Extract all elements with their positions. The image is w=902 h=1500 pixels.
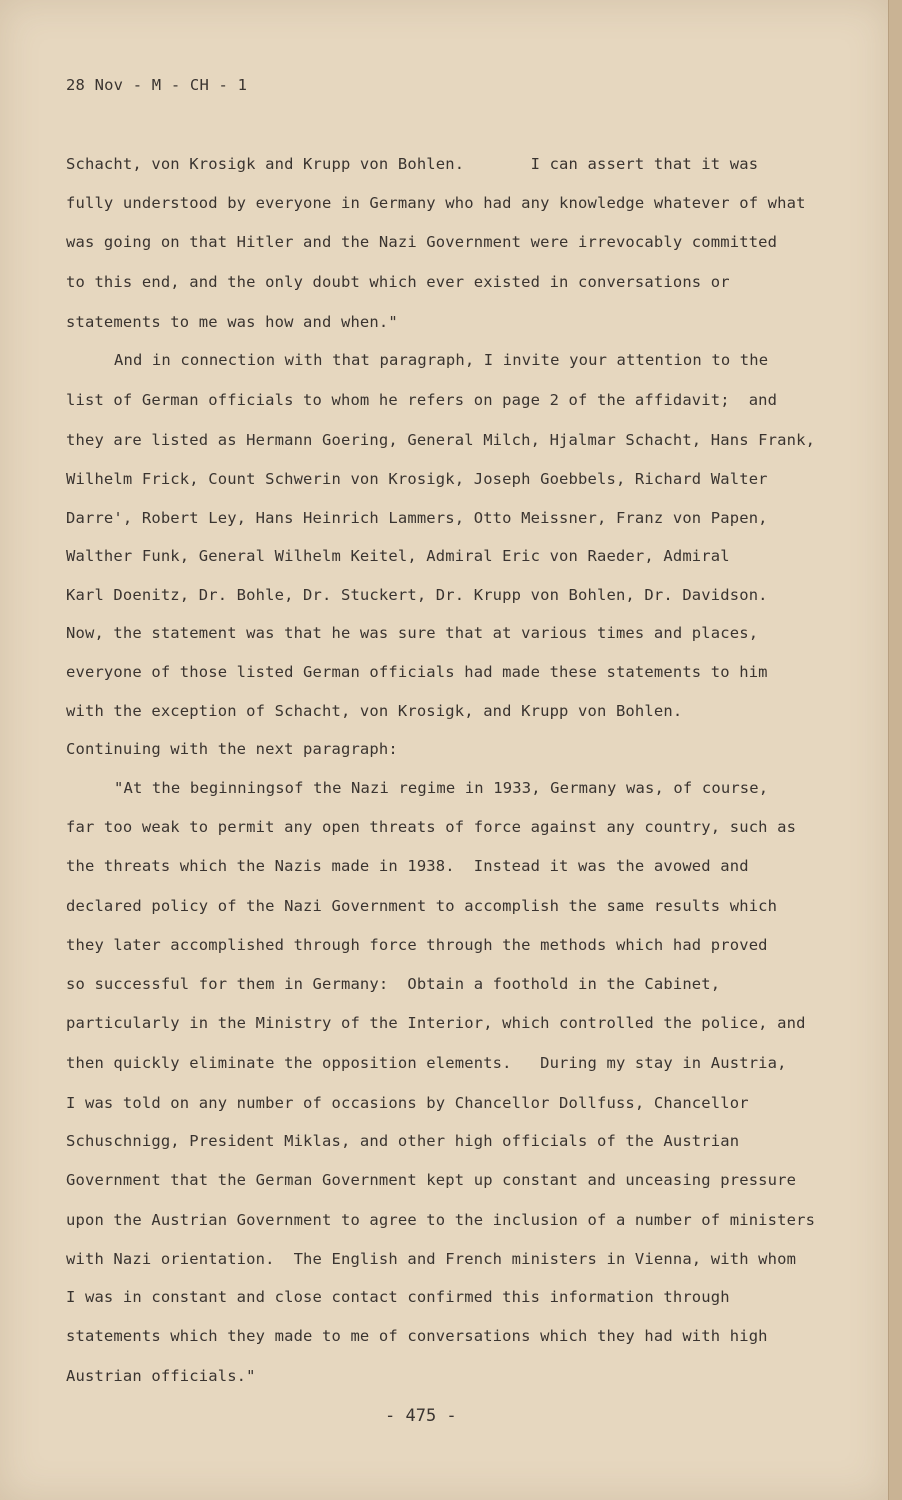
text-line: they later accomplished through force through the methods which had proved bbox=[66, 936, 768, 954]
text-line: "At the beginningsof the Nazi regime in 1933, Germany was, of course, bbox=[114, 779, 769, 797]
text-line: I was told on any number of occasions by Chancellor Dollfuss, Chancellor bbox=[66, 1094, 749, 1112]
text-line: Darre', Robert Ley, Hans Heinrich Lammers, Otto Meissner, Franz von Papen, bbox=[66, 509, 768, 527]
text-line: to this end, and the only doubt which ever existed in conversations or bbox=[66, 273, 730, 291]
text-line: with Nazi orientation. The English and French ministers in Vienna, with whom bbox=[66, 1250, 797, 1268]
text-line: Government that the German Government kept up constant and unceasing pressure bbox=[66, 1171, 797, 1189]
text-line: was going on that Hitler and the Nazi Government were irrevocably committed bbox=[66, 233, 778, 251]
text-line: with the exception of Schacht, von Krosigk, and Krupp von Bohlen. bbox=[66, 702, 683, 720]
text-line: statements which they made to me of conversations which they had with high bbox=[66, 1327, 768, 1345]
text-line: then quickly eliminate the opposition elements. During my stay in Austria, bbox=[66, 1054, 787, 1072]
text-line: list of German officials to whom he refers on page 2 of the affidavit; and bbox=[66, 391, 778, 409]
page-number: - 475 - bbox=[385, 1406, 457, 1426]
text-line: particularly in the Ministry of the Interior, which controlled the police, and bbox=[66, 1014, 806, 1032]
text-line: Karl Doenitz, Dr. Bohle, Dr. Stuckert, Dr. Krupp von Bohlen, Dr. Davidson. bbox=[66, 586, 768, 604]
text-line: upon the Austrian Government to agree to the inclusion of a number of ministers bbox=[66, 1211, 816, 1229]
page-header: 28 Nov - M - CH - 1 bbox=[66, 76, 248, 94]
text-line: so successful for them in Germany: Obtain a foothold in the Cabinet, bbox=[66, 975, 721, 993]
text-line: fully understood by everyone in Germany who had any knowledge whatever of what bbox=[66, 194, 806, 212]
text-line: the threats which the Nazis made in 1938. Instead it was the avowed and bbox=[66, 857, 749, 875]
text-line: I was in constant and close contact confirmed this information through bbox=[66, 1288, 730, 1306]
text-line: declared policy of the Nazi Government to accomplish the same results which bbox=[66, 897, 778, 915]
text-line: Continuing with the next paragraph: bbox=[66, 740, 398, 758]
text-line: And in connection with that paragraph, I invite your attention to the bbox=[114, 351, 769, 369]
text-line: they are listed as Hermann Goering, General Milch, Hjalmar Schacht, Hans Frank, bbox=[66, 431, 816, 449]
text-line: Austrian officials." bbox=[66, 1367, 256, 1385]
text-line: statements to me was how and when." bbox=[66, 313, 398, 331]
text-line: Schacht, von Krosigk and Krupp von Bohlen. I can assert that it was bbox=[66, 155, 759, 173]
page-edge bbox=[888, 0, 902, 1500]
text-line: Walther Funk, General Wilhelm Keitel, Admiral Eric von Raeder, Admiral bbox=[66, 547, 730, 565]
text-line: Schuschnigg, President Miklas, and other high officials of the Austrian bbox=[66, 1132, 740, 1150]
text-line: Wilhelm Frick, Count Schwerin von Krosigk, Joseph Goebbels, Richard Walter bbox=[66, 470, 768, 488]
text-line: Now, the statement was that he was sure that at various times and places, bbox=[66, 624, 759, 642]
text-line: everyone of those listed German officials had made these statements to him bbox=[66, 663, 768, 681]
text-line: far too weak to permit any open threats of force against any country, such as bbox=[66, 818, 797, 836]
